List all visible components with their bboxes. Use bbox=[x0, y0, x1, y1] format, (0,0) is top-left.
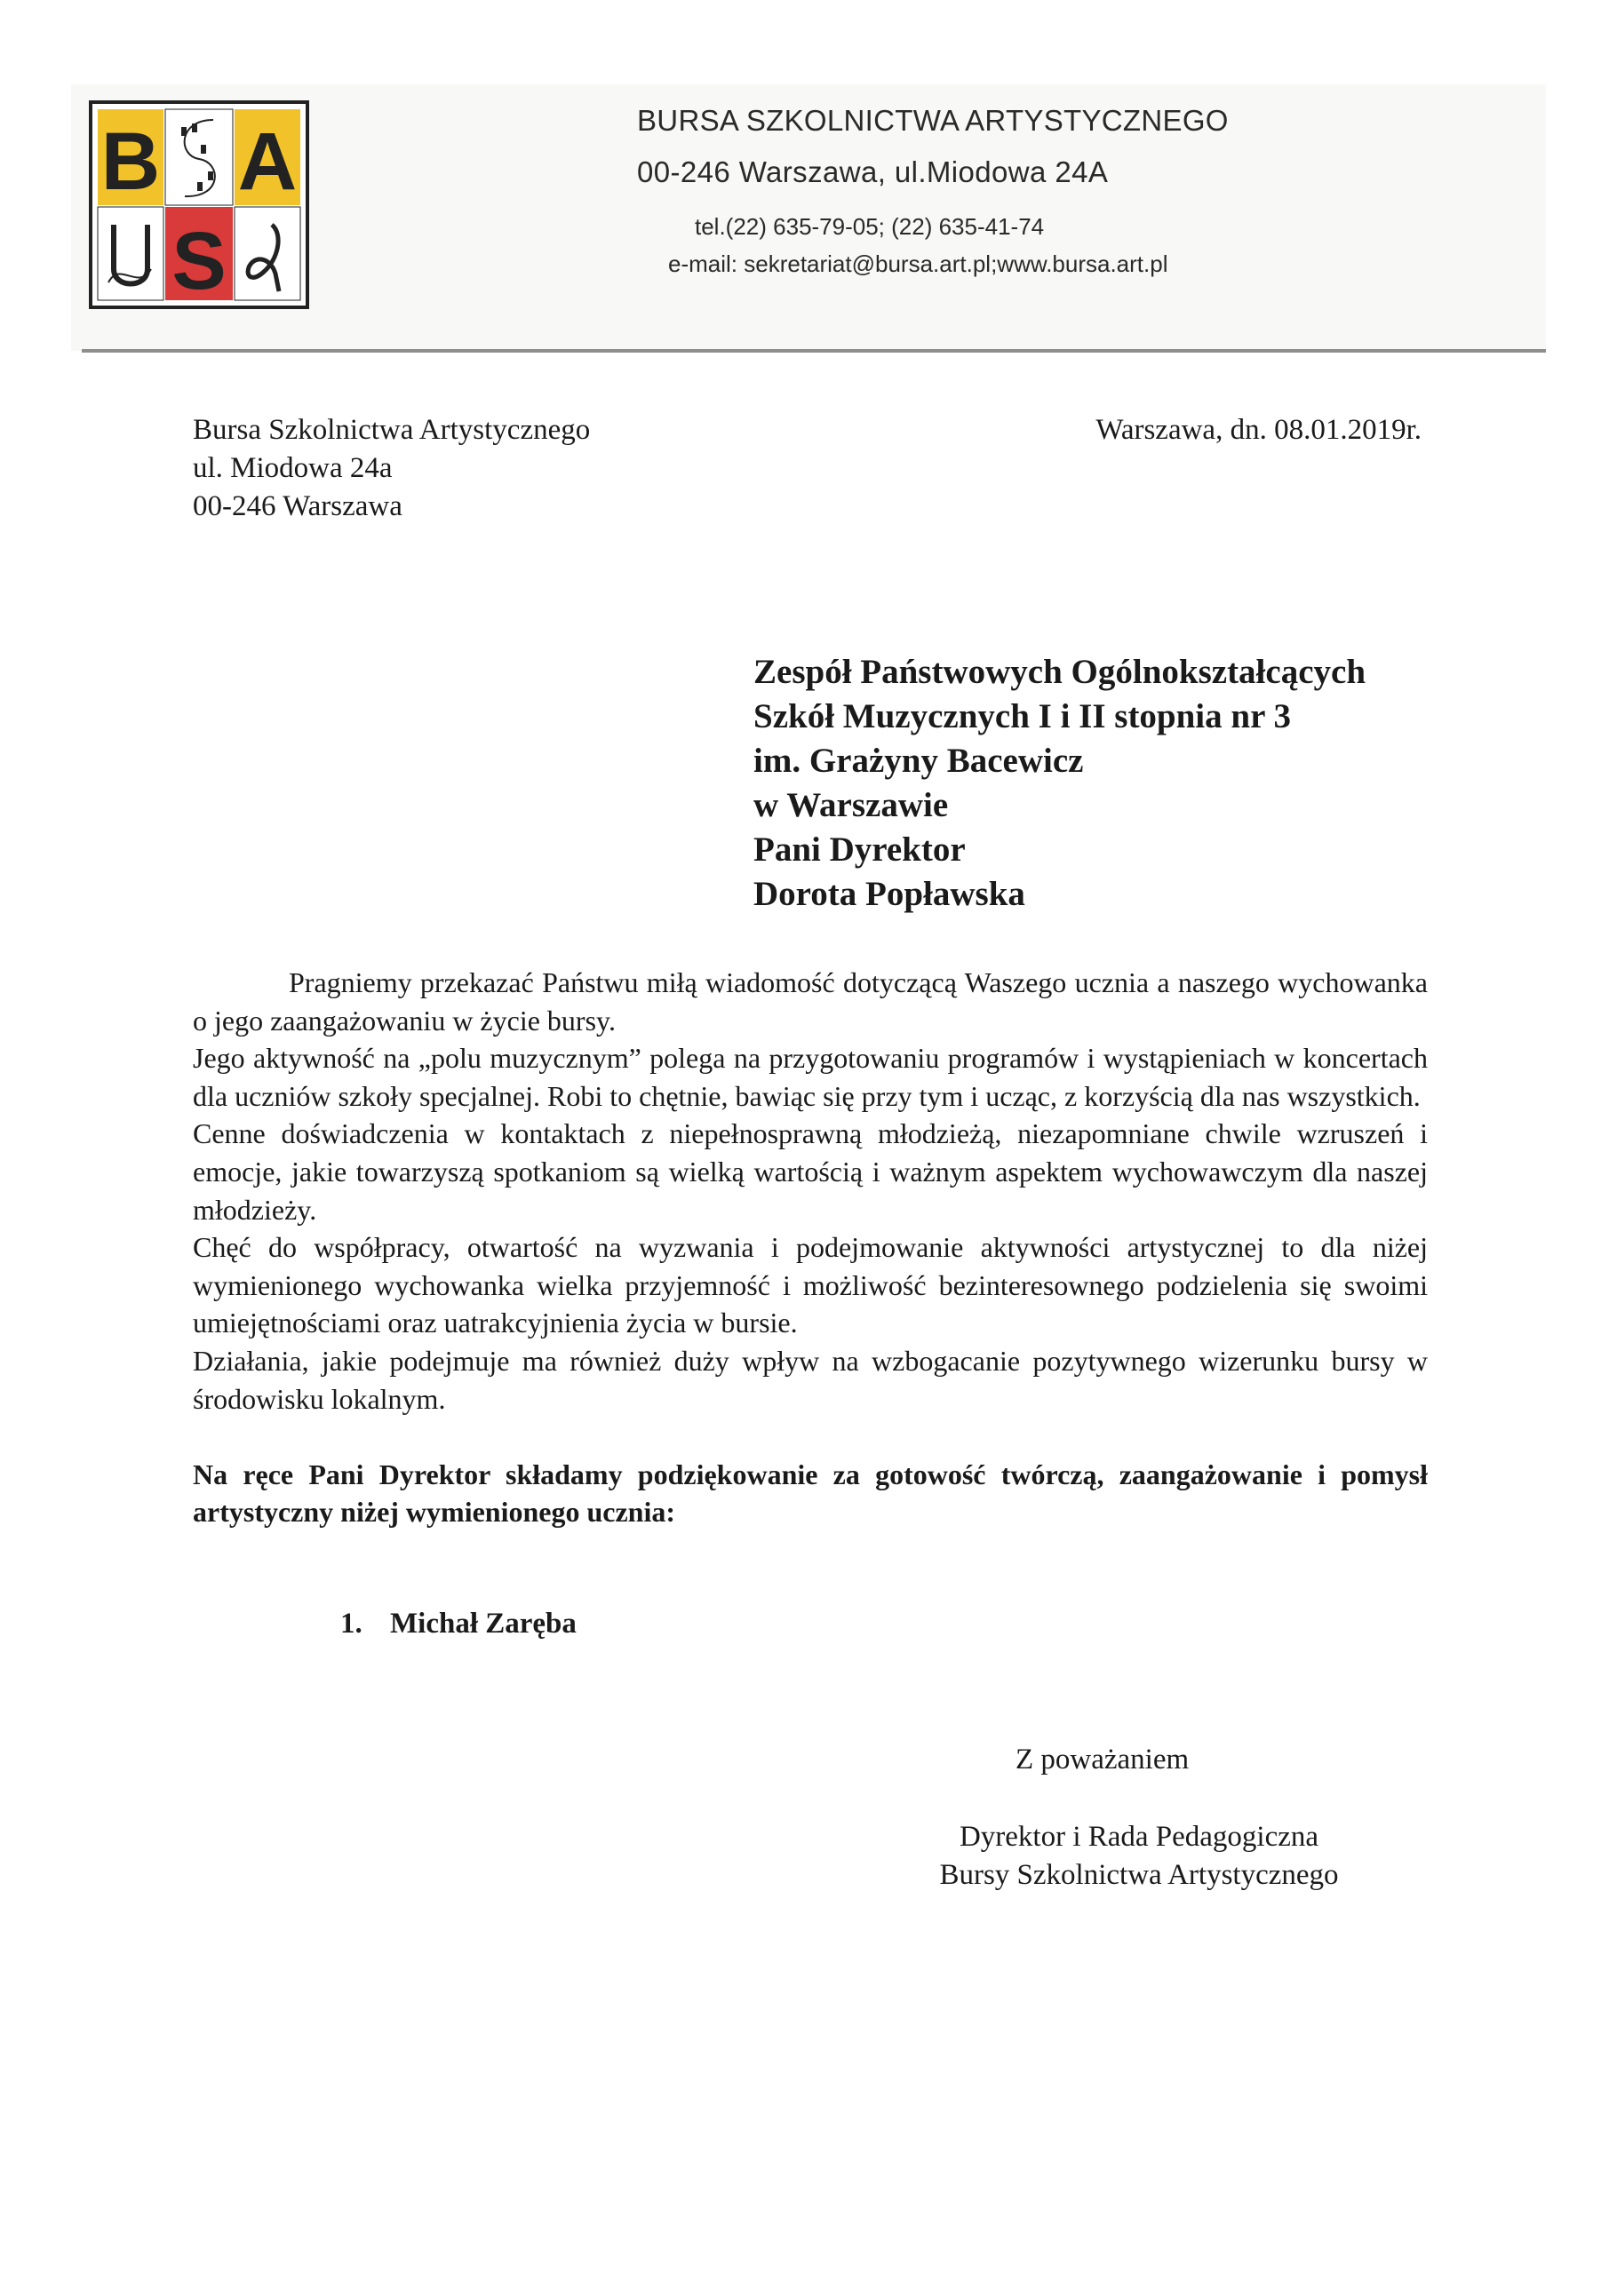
svg-text:A: A bbox=[237, 116, 298, 207]
recipient-line: Dorota Popławska bbox=[753, 875, 1025, 913]
letterhead-contact: e-mail: sekretariat@bursa.art.pl;www.bursa.art.pl bbox=[668, 250, 1168, 277]
svg-text:B: B bbox=[100, 116, 161, 207]
bsa-logo bbox=[89, 100, 309, 309]
recipient-block bbox=[753, 650, 1366, 917]
thanks-paragraph: Na ręce Pani Dyrektor składamy podziękowanie za gotowość twórczą, zaangażowanie i pomysł artystyczny niżej wymienionego ucznia: bbox=[193, 1458, 1428, 1529]
letterhead-title: BURSA SZKOLNICTWA ARTYSTYCZNEGO bbox=[637, 104, 1229, 137]
letter-date: Warszawa, dn. 08.01.2019r. bbox=[1095, 414, 1422, 446]
recipient-line: im. Grażyny Bacewicz bbox=[753, 742, 1084, 780]
letterhead-address: 00-246 Warszawa, ul.Miodowa 24A bbox=[637, 155, 1109, 188]
svg-text:S: S bbox=[171, 216, 227, 306]
recipient-line: Szkół Muzycznych I i II stopnia nr 3 bbox=[753, 697, 1291, 735]
body-paragraph: Jego aktywność na „polu muzycznym” polega na przygotowaniu programów i wystąpieniach w koncertach dla uczniów szkoły specjalnej. Robi to chętnie, bawiąc się przy tym i ucząc, z korzyścią dla nas wszystkich. bbox=[193, 1042, 1428, 1112]
letterhead-divider bbox=[82, 349, 1546, 353]
recipient-line: Pani Dyrektor bbox=[753, 830, 966, 869]
body-paragraph: Pragniemy przekazać Państwu miłą wiadomość dotyczącą Waszego ucznia a naszego wychowanka o jego zaangażowaniu w życie bursy. bbox=[193, 966, 1428, 1037]
body-paragraph: Działania, jakie podejmuje ma również duży wpływ na wzbogacanie pozytywnego wizerunku bursy w środowisku lokalnym. bbox=[193, 1344, 1428, 1415]
student-number: 1. bbox=[340, 1608, 362, 1640]
recipient-line: w Warszawie bbox=[753, 786, 949, 824]
sender-city: 00-246 Warszawa bbox=[193, 490, 402, 522]
body-paragraph: Chęć do współpracy, otwartość na wyzwania i podejmowanie aktywności artystycznej to dla niżej wymienionego wychowanka wielka przyjemność i możliwość bezinteresownego podzielenia się swoimi umiejętnościami oraz uatrakcyjnienia życia w bursie. bbox=[193, 1231, 1428, 1339]
student-name: Michał Zaręba bbox=[390, 1608, 577, 1640]
signature-line: Dyrektor i Rada Pedagogiczna bbox=[959, 1821, 1319, 1853]
sender-name: Bursa Szkolnictwa Artystycznego bbox=[193, 414, 591, 446]
body-paragraph: Cenne doświadczenia w kontaktach z niepełnosprawną młodzieżą, niezapomniane chwile wzruszeń i emocje, jakie towarzyszą spotkaniom są wielką wartością i ważnym aspektem wychowawczym dla naszej młodzieży. bbox=[193, 1117, 1428, 1226]
recipient-line: Zespół Państwowych Ogólnokształcących bbox=[753, 653, 1366, 691]
letter-body bbox=[193, 964, 1428, 1531]
signature-line: Bursy Szkolnictwa Artystycznego bbox=[939, 1859, 1339, 1891]
student-list bbox=[340, 1608, 577, 1641]
letterhead-phone: tel.(22) 635-79-05; (22) 635-41-74 bbox=[695, 213, 1045, 240]
sender-street: ul. Miodowa 24a bbox=[193, 452, 393, 484]
closing-salutation: Z poważaniem bbox=[1016, 1744, 1190, 1776]
signature-block bbox=[899, 1818, 1379, 1895]
letterhead bbox=[71, 84, 1546, 351]
